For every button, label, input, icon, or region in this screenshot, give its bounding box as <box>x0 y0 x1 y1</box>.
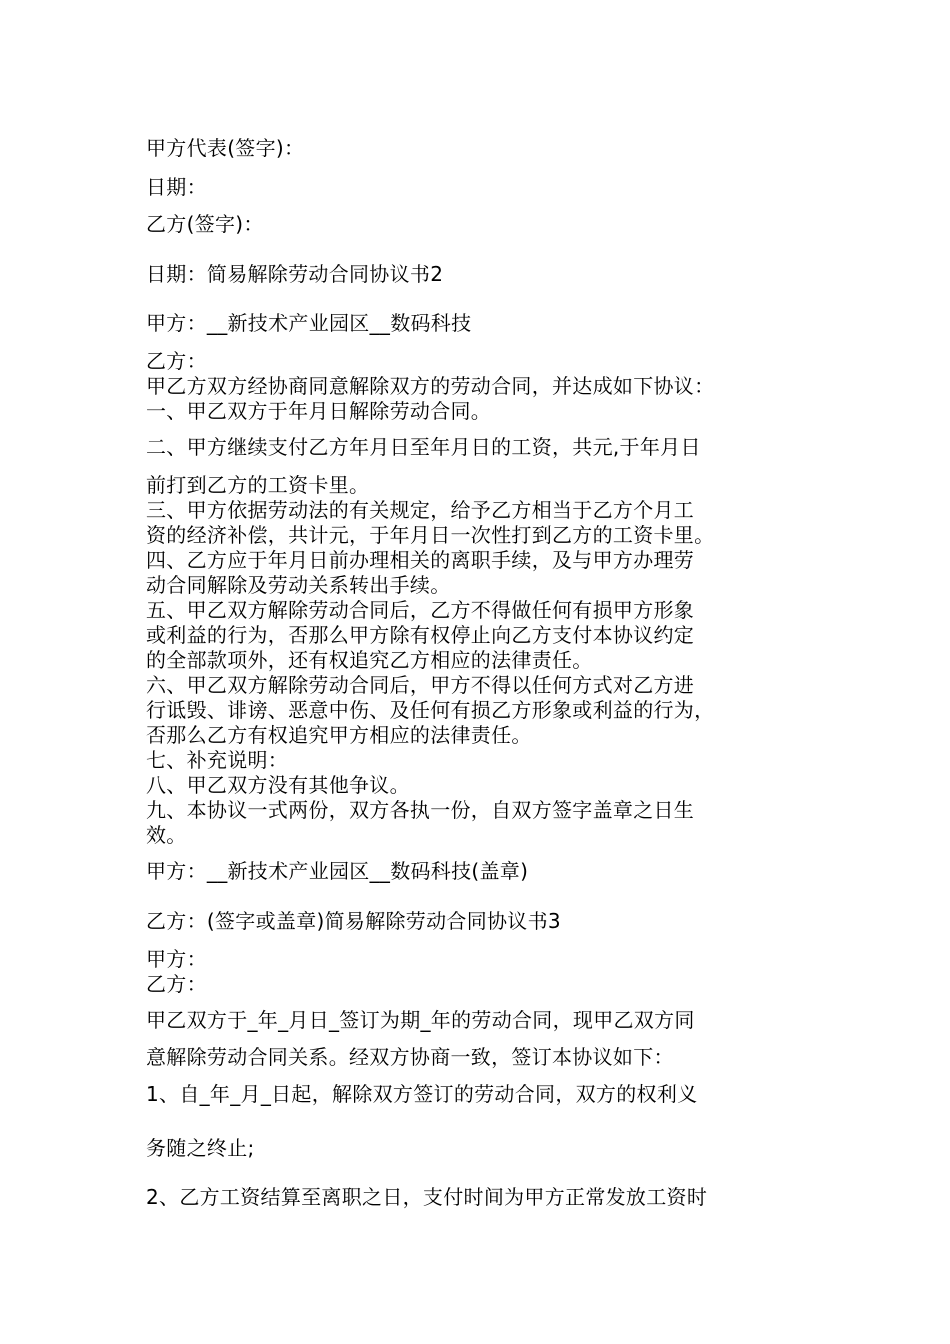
text-line: 行诋毁、诽谤、恶意中伤、及任何有损乙方形象或利益的行为， <box>146 698 715 722</box>
text-line: 乙方： <box>146 972 207 996</box>
text-line: 八、甲乙双方没有其他争议。 <box>146 773 410 797</box>
text-line: 日期：简易解除劳动合同协议书2 <box>146 262 444 286</box>
text-line: 的全部款项外，还有权追究乙方相应的法律责任。 <box>146 648 593 672</box>
text-line: 甲方： <box>146 947 207 971</box>
text-line: 前打到乙方的工资卡里。 <box>146 473 370 497</box>
text-line: 乙方： <box>146 349 207 373</box>
text-line: 务随之终止; <box>146 1136 255 1160</box>
text-line: 甲方：__新技术产业园区__数码科技 <box>146 311 472 335</box>
text-line: 乙方(签字)： <box>146 212 264 236</box>
text-line: 七、补充说明： <box>146 748 289 772</box>
text-line: 2、乙方工资结算至离职之日，支付时间为甲方正常发放工资时 <box>146 1185 708 1209</box>
text-line: 一、甲乙双方于年月日解除劳动合同。 <box>146 399 492 423</box>
text-line: 甲方：__新技术产业园区__数码科技(盖章) <box>146 859 529 883</box>
text-line: 六、甲乙双方解除劳动合同后，甲方不得以任何方式对乙方进 <box>146 673 695 697</box>
text-line: 1、自_年_月_日起，解除双方签订的劳动合同，双方的权利义 <box>146 1082 698 1106</box>
text-line: 否那么乙方有权追究甲方相应的法律责任。 <box>146 723 532 747</box>
text-line: 二、甲方继续支付乙方年月日至年月日的工资，共元,于年月日 <box>146 435 701 459</box>
text-line: 意解除劳动合同关系。经双方协商一致，签订本协议如下： <box>146 1045 674 1069</box>
text-line: 日期： <box>146 175 207 199</box>
text-line: 乙方：(签字或盖章)简易解除劳动合同协议书3 <box>146 909 561 933</box>
text-line: 甲乙方双方经协商同意解除双方的劳动合同，并达成如下协议： <box>146 374 715 398</box>
text-line: 资的经济补偿，共计元，于年月日一次性打到乙方的工资卡里。 <box>146 523 715 547</box>
text-line: 甲乙双方于_年_月日_签订为期_年的劳动合同，现甲乙双方同 <box>146 1008 695 1032</box>
text-line: 动合同解除及劳动关系转出手续。 <box>146 573 451 597</box>
text-line: 九、本协议一式两份，双方各执一份，自双方签字盖章之日生 <box>146 798 695 822</box>
text-line: 效。 <box>146 823 187 847</box>
text-line: 五、甲乙双方解除劳动合同后，乙方不得做任何有损甲方形象 <box>146 598 695 622</box>
text-line: 四、乙方应于年月日前办理相关的离职手续，及与甲方办理劳 <box>146 548 695 572</box>
text-line: 三、甲方依据劳动法的有关规定，给予乙方相当于乙方个月工 <box>146 498 695 522</box>
text-line: 甲方代表(签字)： <box>146 136 305 160</box>
text-line: 或利益的行为，否那么甲方除有权停止向乙方支付本协议约定 <box>146 623 695 647</box>
